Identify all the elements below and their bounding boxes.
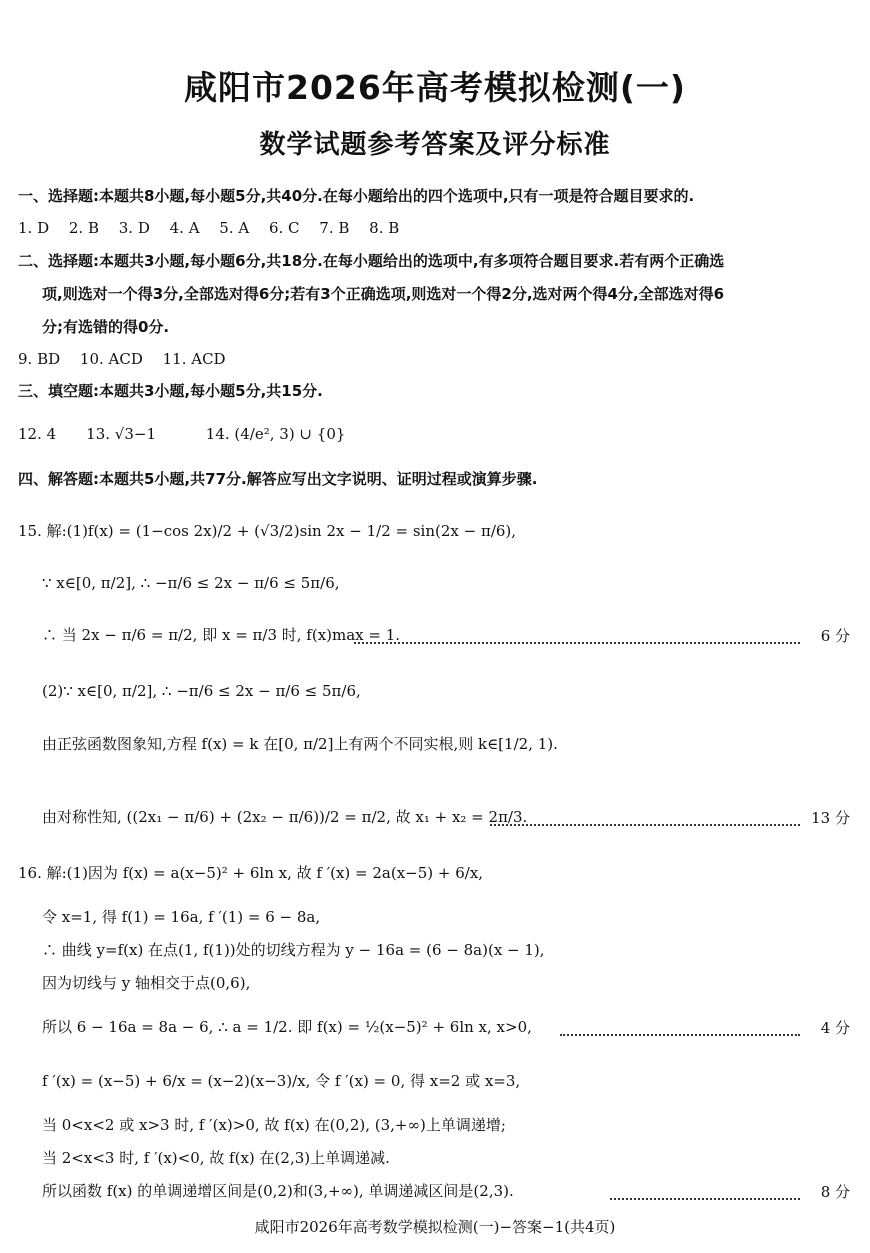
q16-line-4: 因为切线与 y 轴相交于点(0,6), [42, 974, 251, 992]
q16-line-2: 令 x=1, 得 f(1) = 16a, f ′(1) = 6 − 8a, [42, 908, 321, 926]
dotted-leader [560, 1034, 800, 1036]
q16-line-6: f ′(x) = (x−5) + 6/x = (x−2)(x−3)/x, 令 f ′(x) = 0, 得 x=2 或 x=3, [42, 1072, 521, 1090]
q16-line-7: 当 0<x<2 或 x>3 时, f ′(x)>0, 故 f(x) 在(0,2), (3,+∞)上单调递增; [42, 1116, 506, 1134]
answers-1-8: 1. D 2. B 3. D 4. A 5. A 6. C 7. B 8. B [18, 219, 400, 237]
q15-line-5: 由正弦函数图象知,方程 f(x) = k 在[0, π/2]上有两个不同实根,则 k∈[1/2, 1). [42, 735, 558, 753]
q15-line-2: ∵ x∈[0, π/2], ∴ −π/6 ≤ 2x − π/6 ≤ 5π/6, [42, 574, 340, 592]
q15-line-1: 15. 解:(1)f(x) = (1−cos 2x)/2 + (√3/2)sin 2x − 1/2 = sin(2x − π/6), [18, 522, 517, 540]
q15-line-4: (2)∵ x∈[0, π/2], ∴ −π/6 ≤ 2x − π/6 ≤ 5π/6, [42, 682, 361, 700]
section-1-heading: 一、选择题:本题共8小题,每小题5分,共40分.在每小题给出的四个选项中,只有一项是符合题目要求的. [18, 187, 695, 205]
dotted-leader [354, 642, 800, 644]
page-subtitle: 数学试题参考答案及评分标准 [259, 130, 611, 160]
q16-line-8: 当 2<x<3 时, f ′(x)<0, 故 f(x) 在(2,3)上单调递减. [42, 1149, 390, 1167]
q15-line-6: 由对称性知, ((2x₁ − π/6) + (2x₂ − π/6))/2 = π/2, 故 x₁ + x₂ = 2π/3. [42, 808, 528, 826]
page-title: 咸阳市2026年高考模拟检测(一) [183, 68, 686, 107]
score-4: 4 分 [820, 1019, 850, 1037]
q16-line-9: 所以函数 f(x) 的单调递增区间是(0,2)和(3,+∞), 单调递减区间是(2,3). [42, 1182, 514, 1200]
score-6: 6 分 [820, 627, 850, 645]
q16-line-3: ∴ 曲线 y=f(x) 在点(1, f(1))处的切线方程为 y − 16a = (6 − 8a)(x − 1), [42, 941, 545, 959]
q15-line-3: ∴ 当 2x − π/6 = π/2, 即 x = π/3 时, f(x)max = 1. [42, 626, 401, 644]
dotted-leader [490, 824, 800, 826]
section-3-heading: 三、填空题:本题共3小题,每小题5分,共15分. [18, 382, 323, 400]
answers-9-11: 9. BD 10. ACD 11. ACD [18, 350, 226, 368]
page-footer: 咸阳市2026年高考数学模拟检测(一)−答案−1(共4页) [254, 1218, 616, 1236]
score-13: 13 分 [811, 809, 850, 827]
section-2-rule-cont: 项,则选对一个得3分,全部选对得6分;若有3个正确选项,则选对一个得2分,选对两个得4分,全部选对得6 [42, 285, 725, 303]
dotted-leader [610, 1198, 800, 1200]
score-8: 8 分 [820, 1183, 850, 1201]
answers-12-14: 12. 4 13. √3−1 14. (4/e², 3) ∪ {0} [18, 425, 346, 443]
section-2-rule-end: 分;有选错的得0分. [42, 318, 170, 336]
q16-line-5: 所以 6 − 16a = 8a − 6, ∴ a = 1/2. 即 f(x) = ½(x−5)² + 6ln x, x>0, [42, 1018, 532, 1036]
section-2-heading: 二、选择题:本题共3小题,每小题6分,共18分.在每小题给出的选项中,有多项符合题目要求.若有两个正确选 [18, 252, 725, 270]
q16-line-1: 16. 解:(1)因为 f(x) = a(x−5)² + 6ln x, 故 f ′(x) = 2a(x−5) + 6/x, [18, 864, 484, 882]
section-4-heading: 四、解答题:本题共5小题,共77分.解答应写出文字说明、证明过程或演算步骤. [18, 470, 538, 488]
